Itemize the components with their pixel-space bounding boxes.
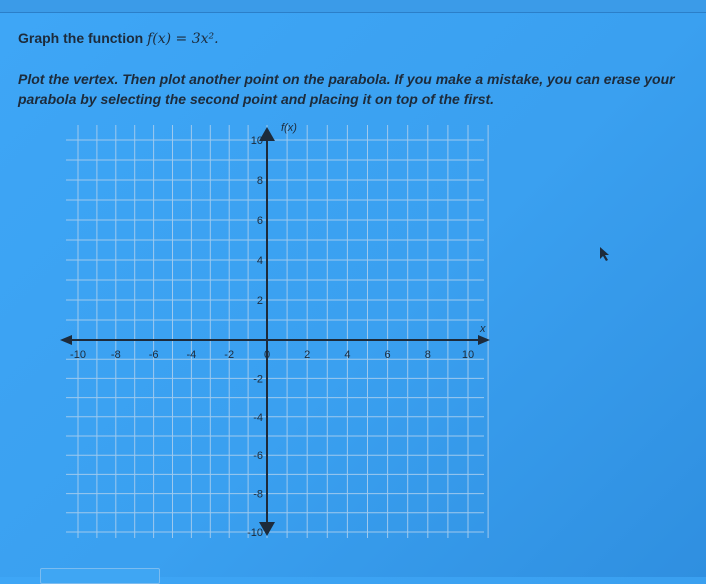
y-tick-label: -2 bbox=[253, 373, 263, 386]
instructions-text: Plot the vertex. Then plot another point on the parabola. If you make a mistake, you can erase your parabola by selecting the second point and placing it on top of the first. bbox=[18, 71, 675, 107]
x-tick-label: -2 bbox=[224, 349, 235, 361]
y-tick-label: -4 bbox=[253, 411, 263, 424]
mouse-pointer-icon bbox=[598, 246, 612, 262]
x-tick-label: -4 bbox=[186, 349, 197, 361]
answer-area[interactable] bbox=[40, 568, 160, 584]
y-tick-label: 2 bbox=[256, 295, 263, 307]
y-tick-label: -6 bbox=[253, 450, 263, 463]
y-tick-label: 10 bbox=[250, 135, 263, 147]
x-tick-label: 2 bbox=[304, 349, 311, 361]
y-tick-label: 8 bbox=[256, 175, 263, 187]
grid-lines bbox=[66, 125, 488, 538]
y-tick-label: -8 bbox=[253, 488, 263, 501]
x-axis-label: x bbox=[480, 323, 486, 335]
y-axis-label: f(x) bbox=[281, 122, 297, 134]
x-tick-label: -8 bbox=[110, 349, 121, 361]
question-prefix: Graph the function bbox=[18, 30, 144, 46]
y-tick-label: -10 bbox=[247, 527, 263, 539]
x-tick-label: -10 bbox=[70, 349, 86, 361]
x-axis-left-arrow-icon bbox=[60, 335, 72, 345]
x-tick-label: -6 bbox=[148, 349, 159, 361]
x-tick-label: 6 bbox=[384, 349, 391, 361]
y-tick-label: 6 bbox=[256, 215, 263, 227]
x-tick-label: 4 bbox=[344, 349, 351, 361]
x-tick-label: 8 bbox=[424, 349, 431, 361]
x-tick-label: 10 bbox=[461, 349, 475, 361]
y-tick-label: 4 bbox=[256, 255, 263, 267]
function-expression: f(x) = 3x². bbox=[147, 31, 219, 47]
tick-labels bbox=[70, 135, 474, 539]
x-tick-label: 0 bbox=[263, 349, 271, 361]
